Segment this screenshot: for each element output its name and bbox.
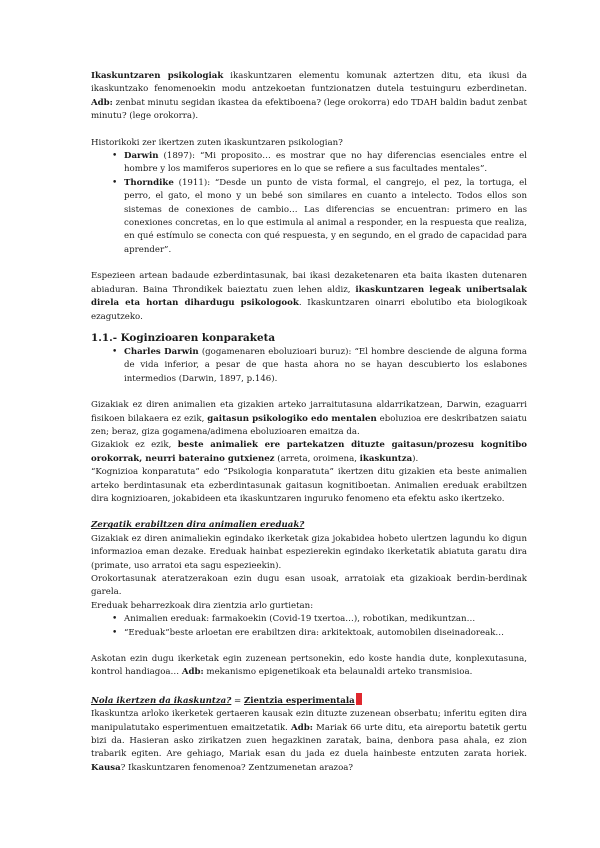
comparative-paragraph: “Kognizioa konparatuta” edo “Psikologia konparatuta” ikertzen ditu gizakien eta beste animalien arteko berdintasunak eta ezberdintasunak gaitasun kognitiboetan. Animalien ereduak erabiltzen dira kognizioaren, jokabideen eta ikaskuntzaren inguruko fenomeno eta efektu asko ikertzeko. — [91, 467, 527, 504]
intro-example-text: zenbat minutu segidan ikastea da efektiboena? (lege orokorra) edo TDAH baldin badut zenbat minutu? (lege orokorra). — [91, 97, 527, 122]
list-item — [113, 346, 527, 386]
why-subheading: Zergatik erabiltzen dira animalien ereduak? — [91, 520, 305, 531]
how-answer: Zientzia esperimentala — [243, 695, 355, 706]
author-quote: “Mi proposito… es mostrar que no hay diferencias esenciales entre el hombre y los mamiferos superiores en lo que se refiere a sus facultades mentales”. — [124, 151, 527, 175]
shared-abilities-paragraph — [91, 439, 527, 466]
why-paragraph-2: Orokortasunak ateratzerakoan ezin dugu esan usoak, arratoiak eta gizakioak berdin-berdinak garela. — [91, 574, 527, 598]
shared-bold: beste animaliek ere partekatzen dituzte gaitasun/prozesu kognitibo orokorrak, neurri bateraino gutxienez — [91, 440, 527, 464]
how-subheading — [91, 693, 527, 708]
historical-list — [91, 150, 527, 257]
how-example-label: Adb: — [291, 722, 313, 733]
how-title: Nola ikertzen da ikaskuntza? — [91, 695, 232, 706]
text-cursor — [356, 693, 362, 705]
document-page — [91, 70, 527, 775]
continuity-bold: gaitasun psikologiko edo mentalen — [207, 413, 377, 424]
shared-text-mid: (arreta, oroimena, — [274, 453, 360, 464]
research-example-label: Adb: — [181, 667, 204, 678]
intro-text: ikaskuntzaren elementu komunak aztertzen ditu, eta ikusi da ikaskuntzako fenomenoekin modu antzekoetan funtzionatzen dutela testuinguru ezberdinetan. — [91, 71, 528, 95]
research-text: Askotan ezin dugu ikerketak egin zuzenean pertsonekin, edo koste handia dute, konplexutasuna, kontrol handiagoa… — [91, 654, 527, 678]
section-heading: 1.1.- Koginzioaren konparaketa — [91, 331, 276, 344]
historical-question: Historikoki zer ikertzen zuten ikaskuntzaren psikologian? — [91, 137, 343, 148]
species-bold: ikaskuntzaren legeak unibertsalak direla eta hortan dihardugu psikologook — [91, 284, 528, 309]
continuity-paragraph — [91, 399, 527, 439]
how-equals: = — [231, 695, 244, 706]
how-paragraph — [91, 708, 527, 775]
author-year: (1897): — [158, 151, 201, 162]
how-example-text: Mariak 66 urte ditu, eta aireportu batetik gertu bizi da. Hasieran asko zirikatzen zuen hegazkinen zaratak, baina, denbora pasa ahala, ez zion trabarik egiten. Are gehiago, Mariak esan du jada ez duela hainbeste entzuten zarata horiek. — [91, 722, 527, 760]
shared-text: Gizakiok ez ezik, — [91, 440, 178, 451]
author-name: Darwin — [124, 151, 159, 162]
continuity-text: Gizakiak ez diren animalien eta gizakien arteko jarraitutasuna aldarrikatzean, Darwin, ezaguarri fisikoen bilakaera ez ezik, — [91, 400, 527, 424]
author-year: (1911): — [173, 177, 215, 188]
species-text-end: . Ikaskuntzaren oinarri ebolutibo eta biologikoak ezagutzeko. — [91, 298, 527, 322]
intro-example-label: Adb: — [91, 97, 113, 108]
research-example-text: mekanismo epigenetikoak eta belaunaldi arteko transmisioa. — [203, 667, 473, 678]
shared-learning: ikaskuntza — [359, 453, 413, 464]
continuity-text-end: eboluzioa ere deskribatzen saiatu zen; beraz, giza gogamena/adimena eboluzioaren emaitza da. — [91, 413, 527, 437]
list-item: • Animalien ereduak: farmakoekin (Covid-19 txertoa…), robotikan, medikuntzan… — [113, 613, 527, 626]
list-item: • “Ereduak”beste arloetan ere erabiltzen dira: arkitektoak, automobilen diseinadoreak… — [113, 627, 527, 640]
intro-paragraph — [91, 70, 527, 124]
how-cause-label: Kausa — [91, 762, 121, 773]
why-paragraph-1: Gizakiak ez diren animaliekin egindako ikerketak giza jokabidea hobeto ulertzen lagundu ko digun informazioa eman dezake. Ereduak hainbat espezierekin egindako ikerketatik abiatuta garatu dira (primate, uso arratoi eta sagu espezieekin). — [91, 533, 527, 571]
shared-text-end: ). — [412, 453, 419, 464]
author-name: Thorndike — [124, 177, 174, 188]
darwin-quote: (gogamenaren eboluzioari buruz): “El hombre desciende de alguna forma de vida inferior, a pesar de que hasta ahora no se hayan descubierto los eslabones intermedios (Darwin, 1897, p.146). — [124, 346, 527, 384]
models-list — [91, 613, 527, 640]
research-paragraph — [91, 653, 527, 680]
darwin-name: Charles Darwin — [124, 346, 199, 357]
how-text: Ikaskuntza arloko ikerketek gertaeren kausak ezin dituzte zuzenean obserbatu; inferitu egiten dira manipulatutako esperimentuen emaitzetatik. — [91, 709, 527, 733]
list-item — [113, 150, 527, 177]
how-cause-text: ? Ikaskuntzaren fenomenoa? Zentzumenetan arazoa? — [120, 762, 353, 773]
why-paragraph-3: Ereduak beharrezkoak dira zientzia arlo gurtietan: — [91, 600, 314, 611]
list-item — [113, 177, 527, 257]
species-paragraph — [91, 270, 527, 324]
intro-term: Ikaskuntzaren psikologiak — [91, 71, 224, 81]
author-quote: “Desde un punto de vista formal, el cangrejo, el pez, la tortuga, el perro, el gato, el mono y un bebé son similares en cuanto a intelecto. Todos ellos son sistemas de conexiones de cambio… Las diferencias se encuentran: primero en las conexiones concretas, en lo que estimula al animal a responder, en la respuesta que realiza, en qué estímulo se conecta con qué respuesta, y en segundo, en el grado de capacidad para aprender”. — [124, 177, 527, 255]
species-text: Espezieen artean badaude ezberdintasunak, bai ikasi dezaketenaren eta baita ikasten dutenaren abiaduran. Baina Throndikek baieztatu zuen lehen aldiz, — [91, 271, 527, 295]
darwin-list — [91, 346, 527, 386]
